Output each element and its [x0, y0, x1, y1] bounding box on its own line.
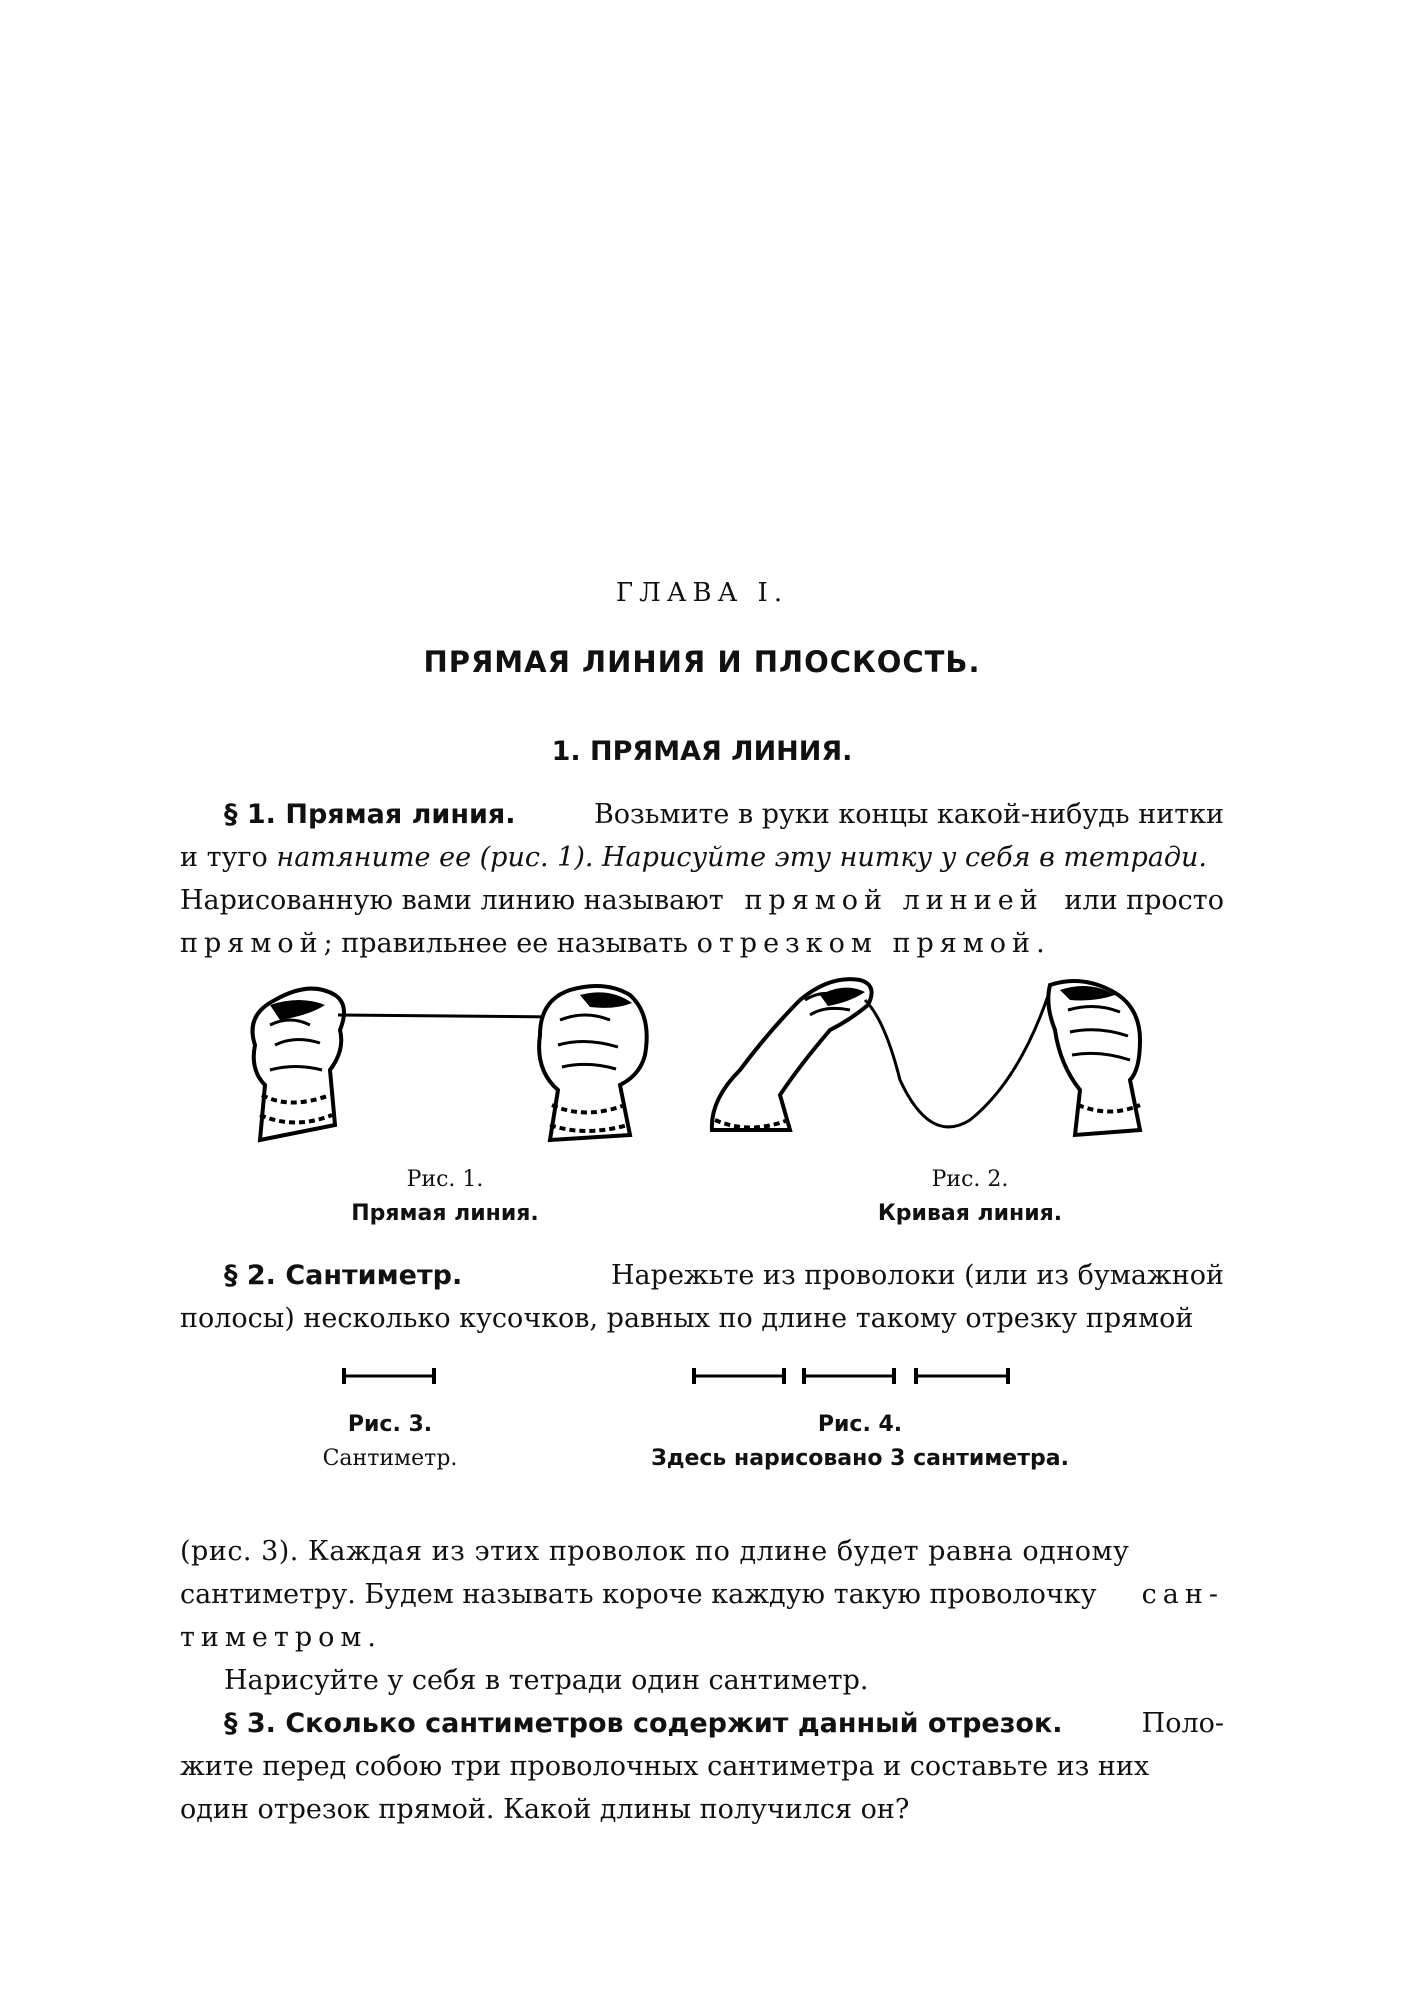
paragraph-1-heading: § 1. Прямая линия. — [224, 799, 516, 830]
paragraph-3-heading: § 3. Сколько сантиметров содержит данный отрезок. — [224, 1708, 1063, 1739]
paragraph-2-line-6-text: Нарисуйте у себя в тетради один сантиметр. — [224, 1665, 869, 1696]
paragraph-1-line-4-end: . — [1036, 928, 1045, 959]
figure-2-caption — [850, 1163, 1090, 1231]
paragraph-2-line-2 — [180, 1297, 1224, 1340]
figure-3-caption — [280, 1408, 500, 1476]
paragraph-2-line-5-end: . — [367, 1622, 376, 1653]
paragraph-1-line-2-plain: и туго — [180, 842, 268, 873]
paragraph-2 — [180, 1254, 1224, 1340]
paragraph-2-line-3 — [180, 1530, 1224, 1573]
paragraph-3-line-3 — [180, 1788, 1224, 1831]
taut-string-line — [338, 1015, 560, 1017]
curved-string-line — [865, 990, 1050, 1127]
figure-3-centimeter-segment — [340, 1364, 440, 1388]
paragraph-2-line-3-text: (рис. 3). Каждая из этих проволок по длине будет равна одному — [180, 1536, 1130, 1567]
paragraph-2-line-5 — [180, 1616, 1224, 1659]
paragraph-2-line-1 — [180, 1254, 1224, 1297]
figure-4-number: Рис. 4. — [817, 1412, 903, 1437]
paragraph-1-line-1-text: Возьмите в руки концы какой-нибудь нитки — [593, 799, 1224, 830]
figure-2-curved-string-illustration — [700, 970, 1180, 1145]
paragraph-1-line-1 — [180, 793, 1224, 836]
paragraph-3-line-1-text: Поло- — [1141, 1708, 1224, 1739]
left-hand-icon — [253, 989, 345, 1140]
right-hand-icon — [1048, 981, 1140, 1135]
paragraph-2-continued — [180, 1530, 1224, 1831]
chapter-label: ГЛАВА I. — [615, 578, 789, 608]
chapter-title: ПРЯМАЯ ЛИНИЯ И ПЛОСКОСТЬ. — [423, 645, 981, 679]
paragraph-1-line-3 — [180, 879, 1224, 922]
figure-3-number: Рис. 3. — [347, 1412, 433, 1437]
paragraph-1-line-3-end: или просто — [1064, 885, 1224, 916]
section-title: 1. ПРЯМАЯ ЛИНИЯ. — [551, 736, 853, 767]
left-hand-icon — [712, 979, 872, 1130]
figure-4-three-centimeters-segment — [690, 1364, 1020, 1388]
term-segment: отрезком прямой — [696, 928, 1037, 959]
paragraph-1-line-4-text: ; правильнее ее называть — [323, 928, 688, 959]
paragraph-2-line-4-text: сантиметру. Будем называть короче каждую такую проволочку — [180, 1579, 1097, 1610]
paragraph-3-line-2-text: жите перед собою три проволочных сантиметра и составьте из них — [180, 1751, 1150, 1782]
term-centimeter-part-2: тиметром — [180, 1622, 368, 1653]
paragraph-3-line-3-text: один отрезок прямой. Какой длины получился он? — [180, 1794, 910, 1825]
figure-1-title: Прямая линия. — [351, 1201, 539, 1226]
paragraph-1-line-3-text: Нарисованную вами линию называют — [180, 885, 724, 916]
figure-3-title: Сантиметр. — [322, 1446, 458, 1471]
figure-2-number: Рис. 2. — [931, 1167, 1009, 1192]
paragraph-2-line-1-text: Нарежьте из проволоки (или из бумажной — [611, 1260, 1224, 1291]
figure-4-caption — [640, 1408, 1080, 1476]
paragraph-1-line-2 — [180, 836, 1224, 879]
paragraph-2-line-2-text: полосы) несколько кусочков, равных по длине такому отрезку прямой — [180, 1303, 1194, 1334]
term-straight: прямой — [180, 928, 324, 959]
term-centimeter-part-1: сан- — [1141, 1579, 1224, 1610]
paragraph-2-heading: § 2. Сантиметр. — [224, 1260, 463, 1291]
paragraph-3-line-1 — [180, 1702, 1224, 1745]
paragraph-1-line-4 — [180, 922, 1224, 965]
right-hand-icon — [539, 986, 647, 1140]
figure-1-caption — [330, 1163, 560, 1231]
figure-2-title: Кривая линия. — [877, 1201, 1063, 1226]
paragraph-1 — [180, 793, 1224, 965]
paragraph-1-line-2-italic: натяните ее (рис. 1). Нарисуйте эту нитку у себя в тетради. — [276, 842, 1208, 873]
paragraph-3-line-2 — [180, 1745, 1224, 1788]
figure-1-straight-string-illustration — [240, 975, 670, 1145]
figure-4-title: Здесь нарисовано 3 сантиметра. — [651, 1446, 1069, 1471]
paragraph-2-line-4 — [180, 1573, 1224, 1616]
paragraph-2-line-6 — [180, 1659, 1224, 1702]
term-straight-line: прямой линией — [744, 885, 1044, 916]
figure-1-number: Рис. 1. — [406, 1167, 484, 1192]
